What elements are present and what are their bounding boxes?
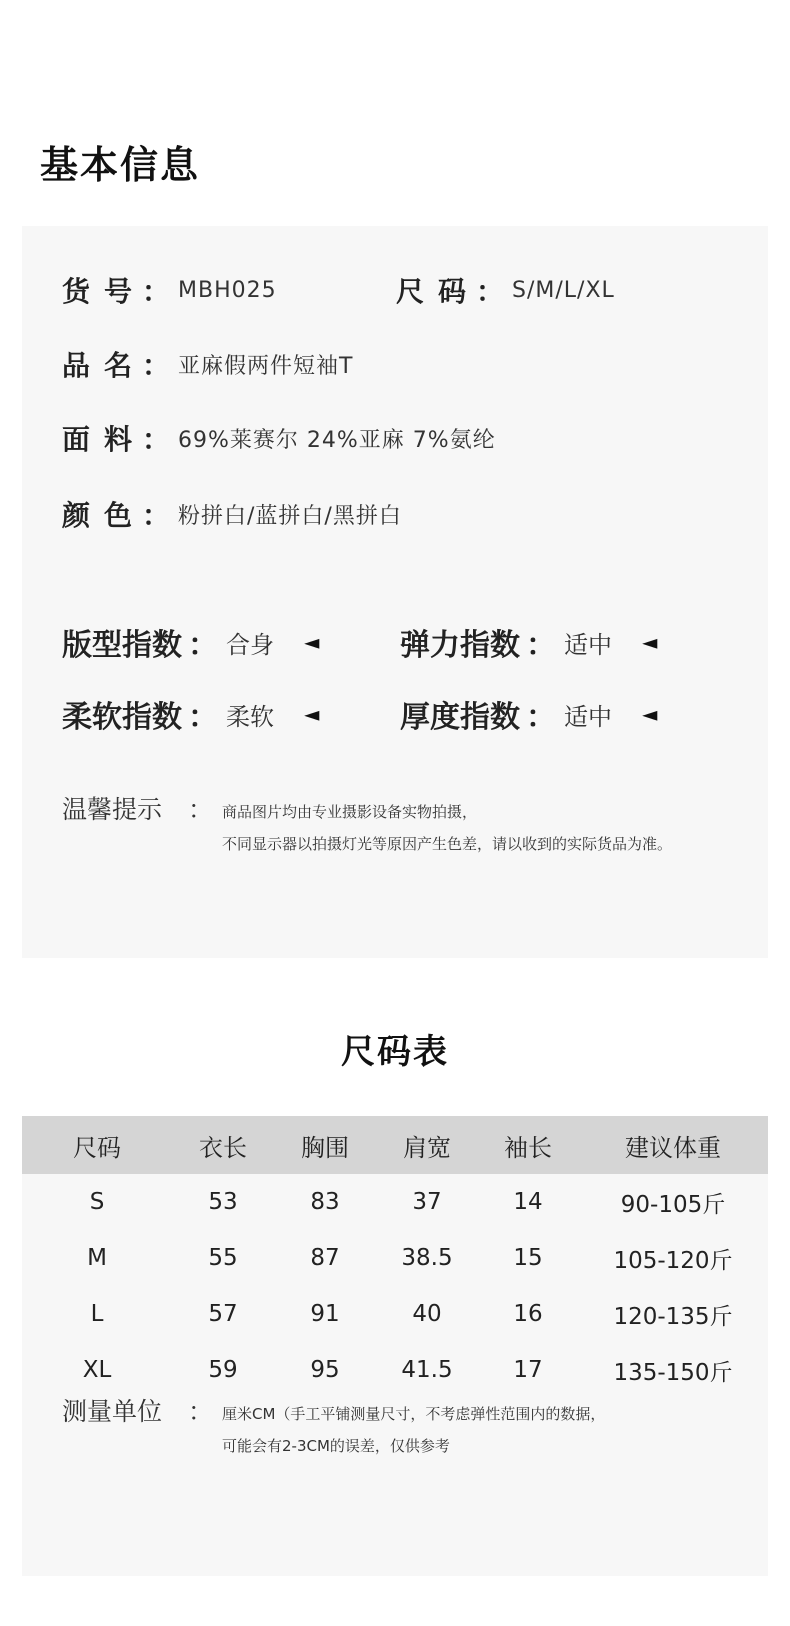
index-fit [62,620,319,664]
tip-colon: ： [188,795,214,824]
index-elasticity [400,620,657,664]
table-cell: XL [82,1357,112,1383]
header-cell: 肩宽 [403,1133,451,1162]
index-fit-label: 版型指数 [62,628,182,663]
arrow-left-icon: ◄ [642,702,658,726]
index-elasticity-colon: ： [526,628,556,663]
color-label: 颜色 [62,499,147,532]
index-softness-label: 柔软指数 [62,700,182,735]
index-fit-colon: ： [188,628,218,663]
table-cell: 40 [412,1301,442,1327]
table-cell: 105-120斤 [613,1247,733,1274]
table-cell: S [89,1189,105,1215]
table-cell: 90-105斤 [620,1191,726,1218]
header-cell: 建议体重 [625,1133,721,1162]
table-cell: M [87,1245,107,1271]
unit-text [222,1394,605,1462]
size-colon: ： [476,275,505,308]
table-cell: 16 [513,1301,543,1327]
unit-colon: ： [188,1397,214,1426]
section-title-basic-info: 基本信息 [40,143,201,187]
info-row-fabric [62,418,496,458]
arrow-left-icon: ◄ [304,630,320,654]
size-label: 尺码 [396,275,481,308]
table-cell: 55 [208,1245,238,1271]
header-cell: 衣长 [199,1133,247,1162]
table-row [22,1342,768,1398]
size-table [22,1116,768,1398]
table-cell: 41.5 [401,1357,453,1383]
table-cell: 59 [208,1357,238,1383]
table-cell: 17 [513,1357,543,1383]
table-cell: L [90,1301,104,1327]
item-no-colon: ： [142,275,171,308]
table-cell: 83 [310,1189,340,1215]
tip-block [62,792,672,860]
header-cell: 胸围 [301,1133,349,1162]
table-cell: 15 [513,1245,543,1271]
index-elasticity-label: 弹力指数 [400,628,520,663]
table-cell: 95 [310,1357,340,1383]
unit-line: 厘米CM（手工平铺测量尺寸，不考虑弹性范围内的数据， [222,1405,606,1423]
table-cell: 38.5 [401,1245,453,1271]
item-no-value: MBH025 [178,277,277,303]
fabric-label: 面料 [62,423,147,456]
arrow-left-icon: ◄ [642,630,658,654]
item-no-label: 货号 [62,275,147,308]
tip-label: 温馨提示 [62,795,163,824]
tip-line: 不同显示器以拍摄灯光等原因产生色差，请以收到的实际货品为准。 [222,835,673,853]
table-row [22,1174,768,1230]
unit-label: 测量单位 [62,1397,163,1426]
unit-block [62,1394,605,1462]
name-label: 品名 [62,349,147,382]
index-fit-value: 合身 [226,630,274,659]
name-colon: ： [142,349,171,382]
table-cell: 87 [310,1245,340,1271]
unit-line: 可能会有2-3CM的误差，仅供参考 [222,1437,450,1455]
table-row [22,1286,768,1342]
info-row-item-no [62,270,277,310]
arrow-left-icon: ◄ [304,702,320,726]
table-cell: 14 [513,1189,543,1215]
table-header-row [22,1116,768,1174]
index-thickness-colon: ： [526,700,556,735]
tip-text [222,792,672,860]
table-cell: 91 [310,1301,340,1327]
index-thickness [400,692,657,736]
size-value: S/M/L/XL [512,277,615,303]
section-title-size-chart: 尺码表 [341,1032,449,1072]
fabric-colon: ： [142,423,171,456]
index-elasticity-value: 适中 [564,630,612,659]
info-row-name [62,344,353,384]
table-cell: 135-150斤 [613,1359,733,1386]
color-value: 粉拼白/蓝拼白/黑拼白 [178,503,402,529]
index-softness-colon: ： [188,700,218,735]
color-colon: ： [142,499,171,532]
table-cell: 57 [208,1301,238,1327]
index-thickness-value: 适中 [564,702,612,731]
info-row-color [62,494,402,534]
name-value: 亚麻假两件短袖T [178,353,354,379]
tip-line: 商品图片均由专业摄影设备实物拍摄， [222,803,478,821]
header-cell: 尺码 [73,1133,121,1162]
table-cell: 37 [412,1189,442,1215]
fabric-value: 69%莱赛尔 24%亚麻 7%氨纶 [178,427,496,453]
table-cell: 53 [208,1189,238,1215]
table-row [22,1230,768,1286]
index-thickness-label: 厚度指数 [400,700,520,735]
index-softness [62,692,319,736]
info-row-size [396,270,615,310]
header-cell: 袖长 [504,1133,552,1162]
index-softness-value: 柔软 [226,702,274,731]
table-cell: 120-135斤 [613,1303,733,1330]
